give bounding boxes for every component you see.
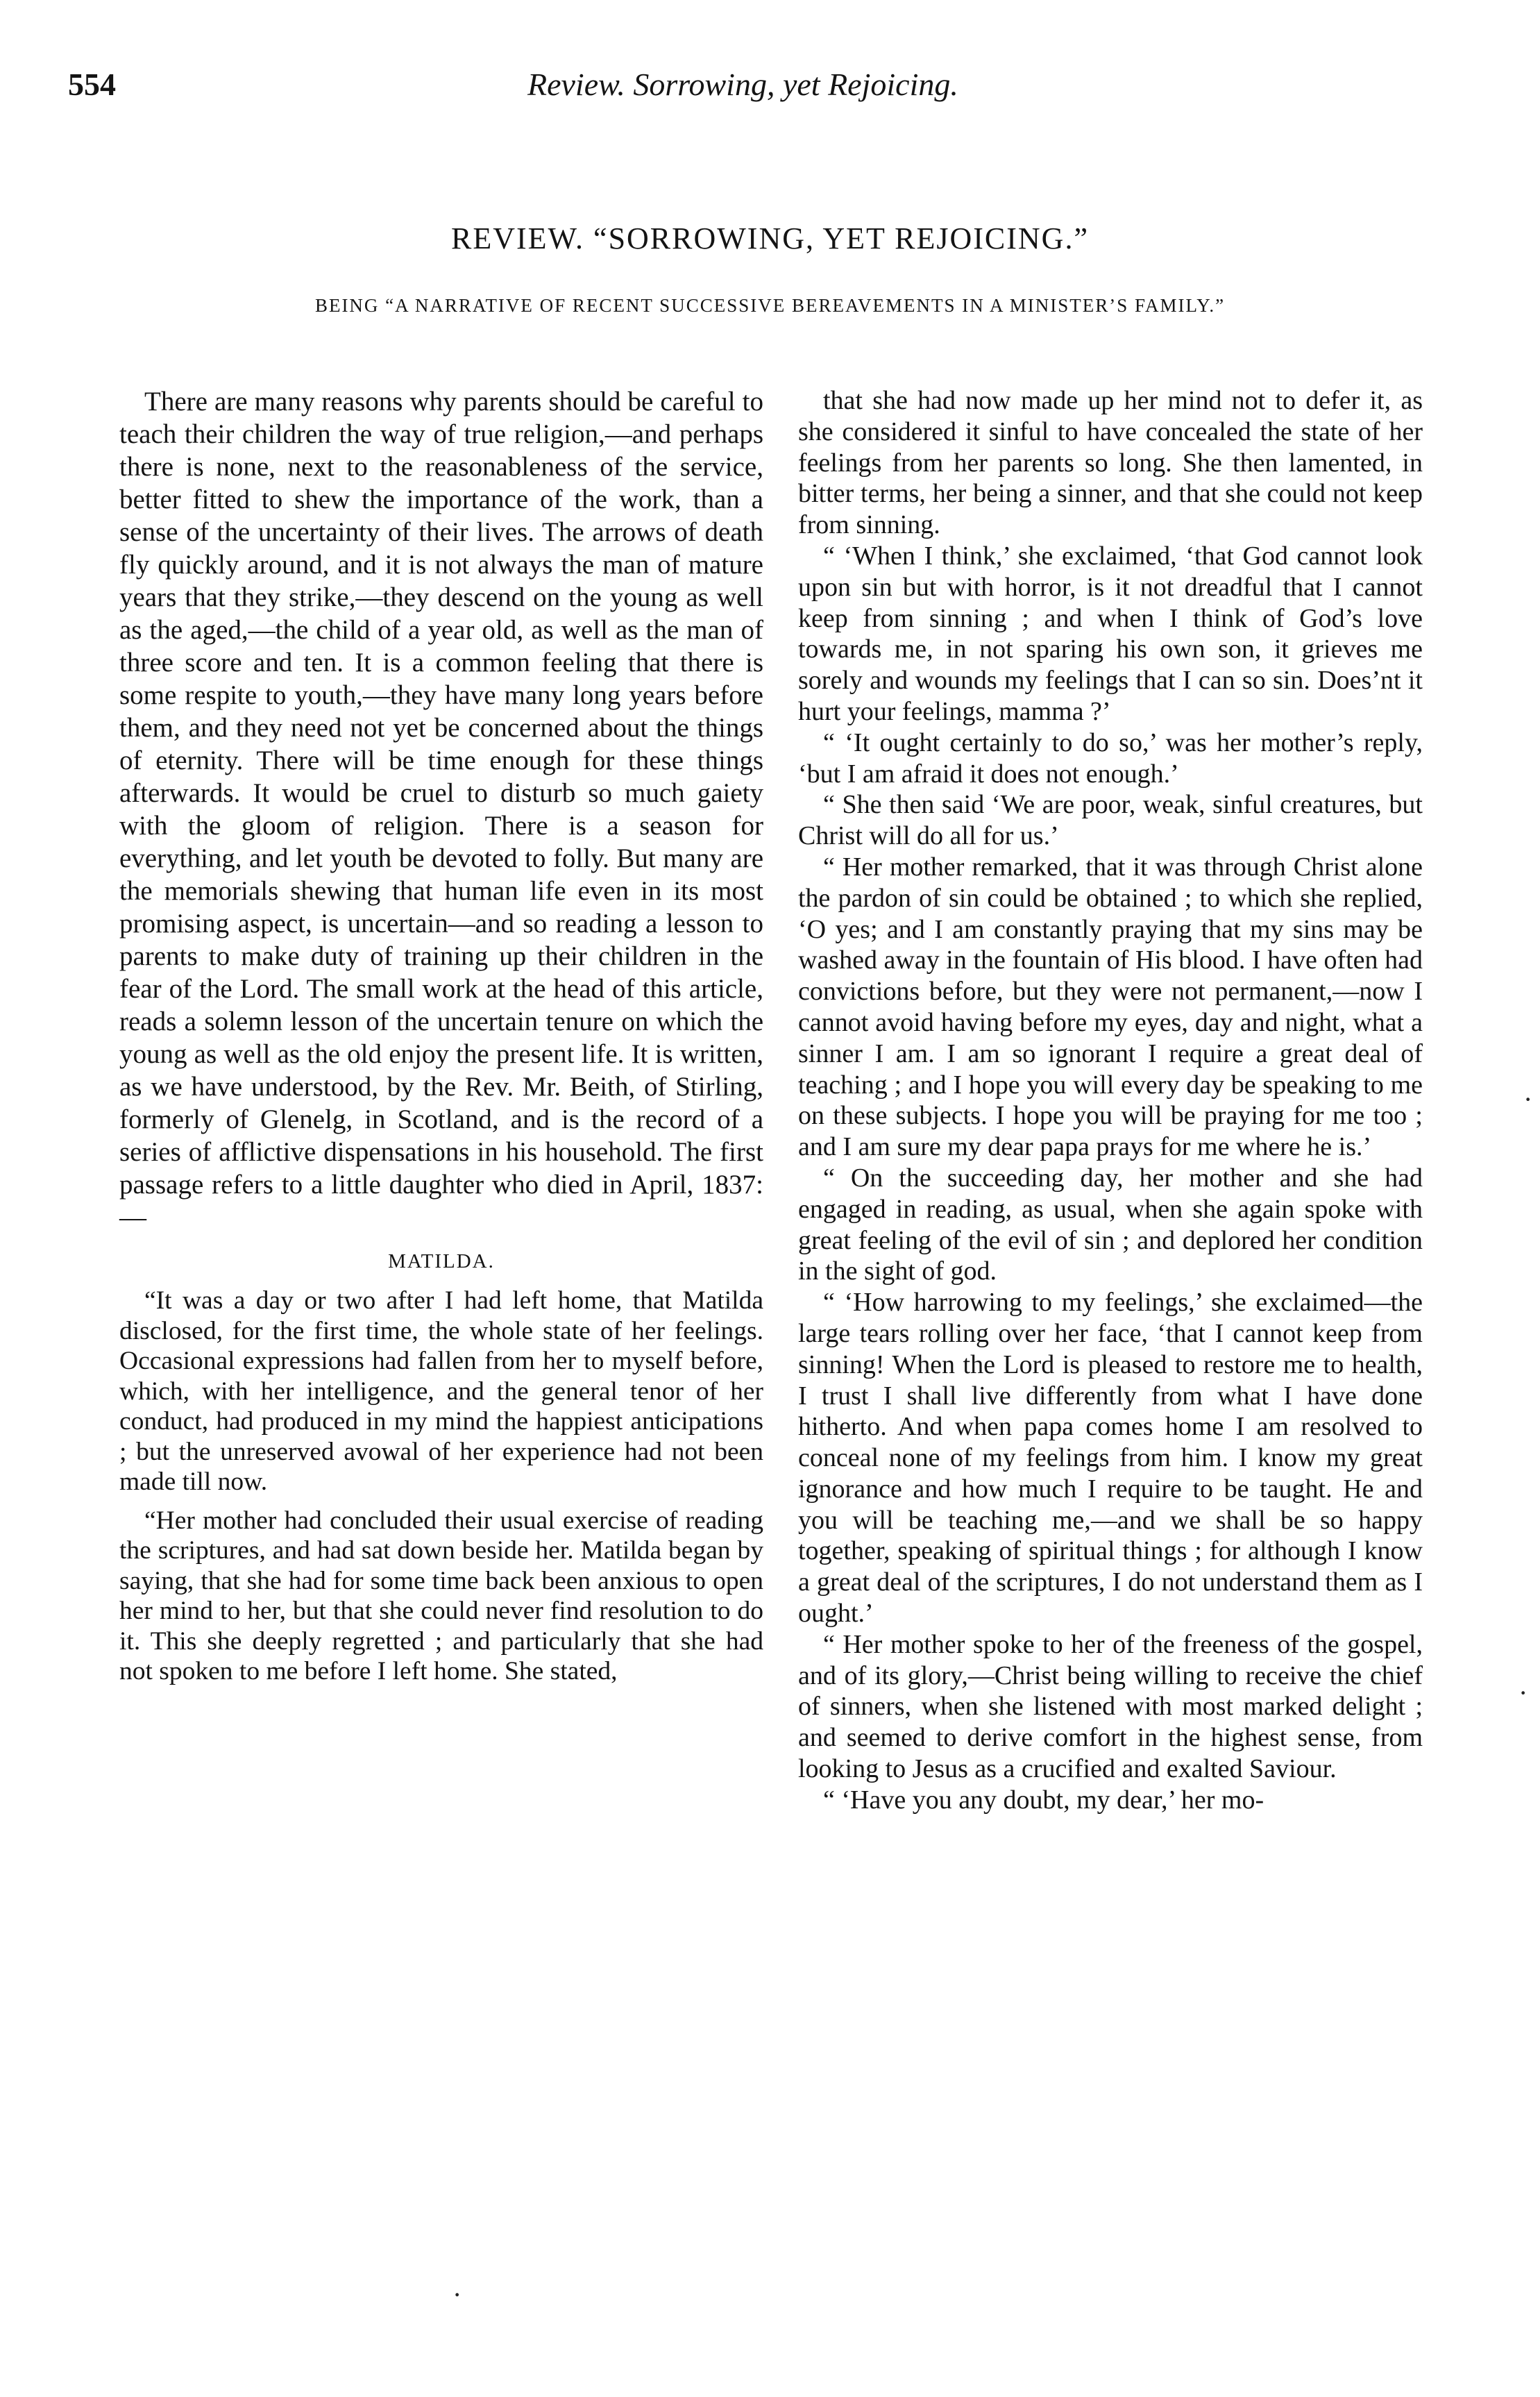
page-number: 554 — [68, 67, 116, 102]
body-paragraph: that she had now made up her mind not to defer it, as she considered it sinful to have concealed the state of her feelings from her parents so long. She then lamented, in bitter terms, her being a sinner, and that she could not keep from sinning. — [798, 386, 1423, 540]
body-paragraph: “ ‘How harrowing to my feelings,’ she exclaimed—the large tears rolling over her face, ‘that I cannot keep from sinning! When the Lord is pleased to restore me to health, I trust I shall live differently from what I have done hitherto. And when papa comes home I am resolved to conceal none of my feelings from him. I know my great ignorance and how much I require to be taught. He and you will be teaching me,—and we shall be so happy together, speaking of spiritual things ; for although I know a great deal of the scriptures, I do not understand them as I ought.’ — [798, 1288, 1423, 1629]
body-paragraph: “ ‘When I think,’ she exclaimed, ‘that God cannot look upon sin but with horror, is it not dreadful that I cannot keep from sinning ; and when I think of God’s love towards me, in not sparing his own son, it grieves me sorely and wounds my feelings that I can so sin. Does’nt it hurt your feelings, mamma ?’ — [798, 541, 1423, 726]
intro-paragraph: There are many reasons why parents should be careful to teach their children the way of true religion,—and perhaps there is none, next to the reasonableness of the service, better fitted to shew the importance of the work, than a sense of the uncertainty of their lives. The arrows of death fly quickly around, and it is not always the man of mature years that they strike,—they descend on the young as well as the aged,—the child of a year old, as well as the man of three score and ten. It is a common feeling that there is some respite to youth,—they have many long years before them, and they need not yet be concerned about the things of eternity. There will be time enough for these things afterwards. It would be cruel to disturb so much gaiety with the gloom of religion. There is a season for everything, and let youth be devoted to folly. But many are the memorials shewing that human life even in its most promising aspect, is uncertain—and so reading a lesson to parents to make duty of training up their children in the fear of the Lord. The small work at the head of this article, reads a solemn lesson of the uncertain tenure on which the young as well as the old enjoy the present life. It is written, as we have understood, by the Rev. Mr. Beith, of Stirling, formerly of Glenelg, in Scotland, and is the record of a series of afflictive dispensations in his household. The first passage refers to a little daughter who died in April, 1837:— — [119, 387, 763, 1232]
quoted-paragraph: “Her mother had concluded their usual exercise of reading the scriptures, and had sat down beside her. Matilda began by saying, that she had for some time back been anxious to open her mind to her, but that she could never find resolution to do it. This she deeply regretted ; and particularly that she had not spoken to me before I left home. She stated, — [119, 1506, 763, 1685]
body-paragraph: “ Her mother spoke to her of the freeness of the gospel, and of its glory,—Christ being willing to receive the chief of sinners, when she listened with most marked delight ; and seemed to derive comfort in the highest sense, from looking to Jesus as a crucified and exalted Saviour. — [798, 1629, 1423, 1784]
article-subtitle: BEING “A NARRATIVE OF RECENT SUCCESSIVE BEREAVEMENTS IN A MINISTER’S FAMILY.” — [314, 295, 1226, 316]
body-paragraph: “ ‘It ought certainly to do so,’ was her mother’s reply, ‘but I am afraid it does not enough.’ — [798, 727, 1423, 789]
section-heading: MATILDA. — [388, 1250, 495, 1272]
running-head — [0, 66, 1540, 108]
body-paragraph: “ ‘Have you any doubt, my dear,’ her mo- — [823, 1785, 1264, 1815]
left-column — [119, 385, 763, 1687]
margin-speck: · — [452, 2279, 462, 2310]
article-title: REVIEW. “SORROWING, YET REJOICING.” — [451, 221, 1089, 255]
running-title: Review. Sorrowing, yet Rejoicing. — [527, 67, 958, 102]
right-column — [798, 385, 1423, 1816]
margin-speck: · — [1518, 1677, 1528, 1708]
quoted-paragraph: “It was a day or two after I had left home, that Matilda disclosed, for the first time, the whole state of her feelings. Occasional expressions had fallen from her to myself before, which, with her intelligence, and the general tenor of her conduct, had produced in my mind the happiest anticipations ; but the unreserved avowal of her experience had not been made till now. — [119, 1286, 763, 1496]
body-paragraph: “ Her mother remarked, that it was through Christ alone the pardon of sin could be obtained ; to which she replied, ‘O yes; and I am constantly praying that my sins may be washed away in the fountain of His blood. I have often had convictions before, but they were not permanent,—now I cannot avoid having before my eyes, day and night, what a sinner I am. I am so ignorant I require a great deal of teaching ; and I hope you will every day be speaking to me on these subjects. I hope you will be praying for me too ; and I am sure my dear papa prays for me where he is.’ — [798, 852, 1423, 1162]
body-paragraph: “ On the succeeding day, her mother and she had engaged in reading, as usual, when she again spoke with great feeling of the evil of sin ; and deplored her condition in the sight of god. — [798, 1163, 1423, 1286]
body-paragraph: “ She then said ‘We are poor, weak, sinful creatures, but Christ will do all for us.’ — [798, 790, 1423, 851]
margin-speck: · — [1523, 1084, 1533, 1115]
